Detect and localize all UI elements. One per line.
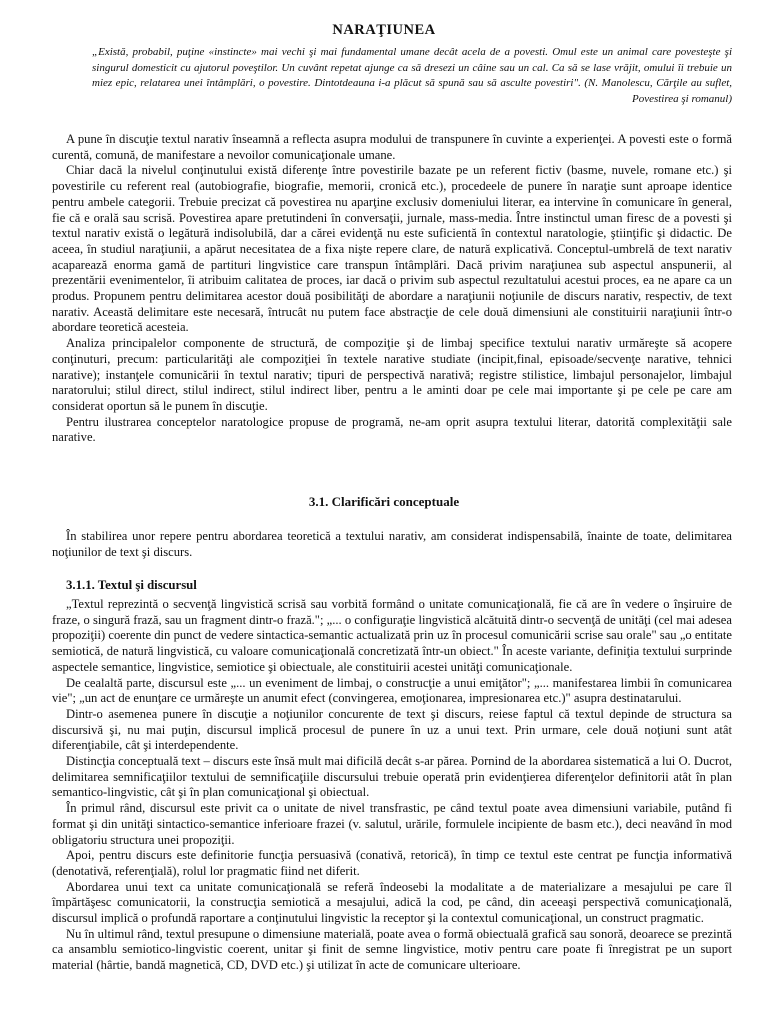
paragraph: Distincţia conceptuală text – discurs este însă mult mai dificilă decât s-ar părea. Pornind de la abordarea sistematică a lui O. Ducrot, delimitarea semnificaţiilor textului de semnificaţiile discursului trebuie operată prin evidenţierea diferenţelor definitorii atât în plan semantico-lingvistic, cât şi în plan comunicaţional şi obiectual.: [52, 754, 732, 800]
subsection-heading: 3.1.1. Textul şi discursul: [66, 578, 197, 592]
paragraph: De cealaltă parte, discursul este „... un eveniment de limbaj, o construcţie a unui emiţător"; „... manifestarea limbii în comunicarea vie"; „un act de enunţare ce urmăreşte un anumit efect (convingerea, emoţionarea, impresionarea etc.)" asupra destinatarului.: [52, 675, 732, 706]
paragraph: Dintr-o asemenea punere în discuţie a noţiunilor concurente de text şi discurs, reiese faptul că textul depinde de structura sa discursivă şi, nu mai puţin, discursul implică procesul de punere în uz a unui text. Prin urmare, cele două noţiuni sunt atât diferenţiabile, cât şi interdependente.: [52, 706, 732, 753]
paragraph: Apoi, pentru discurs este definitorie funcţia persuasivă (conativă, retorică), în timp ce textul este centrat pe funcţia informativă (denotativă, referenţială), rolul lor pragmatic fiind net diferit.: [52, 848, 732, 878]
paragraph: Abordarea unui text ca unitate comunicaţională se referă îndeosebi la modalitate a de materializare a mesajului pe care îl împărtăşesc comunicatorii, la construcţia semiotică a mesajului, adică la cod, pe când, din aceeaşi perspectivă comunicaţională, discursul implică o profundă raportare a conţinutului lingvistic la receptor şi la contextul comunicaţional, un construct pragmatic.: [52, 879, 732, 926]
paragraph: În stabilirea unor repere pentru abordarea teoretică a textului narativ, am considerat indispensabilă, înainte de toate, delimitarea noţiunilor de text şi discurs.: [52, 529, 732, 559]
motto-quote: [92, 45, 732, 107]
paragraph: A pune în discuţie textul narativ înseamnă a reflecta asupra modului de transpunere în cuvinte a experienţei. A povesti este o formă curentă, comună, de manifestare a nevoilor comunicaţionale umane.: [52, 132, 732, 162]
paragraph: Pentru ilustrarea conceptelor naratologice propuse de programă, ne-am oprit asupra textului literar, datorită complexităţii sale narative.: [52, 414, 732, 445]
subsection-body: [52, 597, 732, 974]
page-title: NARAŢIUNEA: [332, 22, 436, 38]
paragraph: Chiar dacă la nivelul conţinutului există diferenţe între povestirile bazate pe un referent fictiv (basme, nuvele, romane etc.) şi povestirile cu referent real (autobiografie, biografie, memorii, cronică etc.), procedeele de punere în naraţie sunt aproape identice pentru ambele categorii. Trebuie precizat că povestirea nu aparţine exclusiv domeniului literar, ea intervine în comunicare în general, fie că e orală sau scrisă. Povestirea apare pretutindeni în conversaţii, jurnale, mass-media. Între instinctul uman firesc de a povesti şi textul narativ există o legătură indisolubilă, dar a cărei evidenţă nu este suficientă în contextul naratologie, ştiinţific şi didactic. De aceea, în studiul naraţiunii, a apărut necesitatea de a fixa nişte repere clare, de natură explicativă. Conceptul-umbrelă de text narativ acaparează enorma gamă de partituri lingvistice care transpun întâmplări. Dacă privim naraţiunea sub aspectul anspunerii, al prezentării evenimentelor, îi atribuim calitatea de proces, iar dacă o privim sub aspectul rezultatului acestui proces, ea ne apare ca un produs. Propunem pentru delimitarea acestor două posibilităţi de abordare a naraţiunii noţiunile de discurs narativ, respectiv, de text narativ. Această delimitare este necesară, întrucât nu putem face abstracţie de cele două dimensiuni ale constituirii naraţiunii într-o abordare teoretică acesteia.: [52, 163, 732, 335]
paragraph: Nu în ultimul rând, textul presupune o dimensiune materială, poate avea o formă obiectuală grafică sau sonoră, deoarece se prezintă ca ansamblu semiotico-lingvistic coerent, unitar şi finit de semne lingvistice, motiv pentru care poate fi înregistrat pe un suport material (hârtie, bandă magnetică, CD, DVD etc.) şi utilizat în acte de comunicare ulterioare.: [52, 926, 732, 973]
paragraph: Analiza principalelor componente de structură, de compoziţie şi de limbaj specifice textului narativ urmăreşte să acopere conţinuturi, precum: particularităţi ale compoziţiei în textele narative studiate (incipit,final, episoade/secvenţe narative, tehnici narative); instanţele comunicării în textul narativ; tipuri de perspectivă narativă; registre stilistice, limbajul personajelor, limbajul naratorului; stilul direct, stilul indirect, stilul indirect liber, pentru a le aminti doar pe cele mai importante şi pe cele pe care am considerat oportun să le punem în discuţie.: [52, 336, 732, 413]
intro-section: [52, 132, 732, 446]
motto-citation: ". (N. Manolescu, Cărţile au suflet, Povestirea şi romanul): [573, 77, 733, 105]
section-intro: [52, 529, 732, 560]
motto-text: „Există, probabil, puţine «instincte» mai vechi şi mai fundamental umane decât acela de a povesti. Omul este un animal care povesteşte şi singurul domesticit cu ajutorul poveştilor. Un cuvânt repetat ajunge ca să dresezi un câine sau un cal. Ca să se lase vrăjit, omului îi trebuie un miez epic, relatarea unei întâmplări, o povestire. Dintotdeauna i-a plăcut să spună sau să asculte povestiri: [92, 46, 732, 89]
paragraph: În primul rând, discursul este privit ca o unitate de nivel transfrastic, pe când textul poate avea dimensiuni variabile, putând fi format şi din unităţi sintactico-semantice inferioare frazei (v. salutul, urările, formulele incipiente de basm etc.), deci neavând în mod obligatoriu structura unei propoziţii.: [52, 801, 732, 847]
paragraph: „Textul reprezintă o secvenţă lingvistică scrisă sau vorbită formând o unitate comunicaţională, fie că are în vedere o înşiruire de fraze, o singură frază, sau un fragment dintr-o frază."; „... o configuraţie lingvistică alcătuită dintr-o secvenţă de unităţi (cel mai adesea propoziţii) coerente din punct de vedere sintactica-semantic actualizată prin uz în procesul comunicării scrise sau orale" sau „o entitate semiotică, de natură lingvistică, cu valoare comunicaţională concretizată într-un obiect." În aceste variante, definiţia textului surprinde aspectele semantice, lingvistice, semiotice şi obiectuale, ale constituirii acestei unităţi comunicaţionale.: [52, 597, 732, 674]
section-heading: 3.1. Clarificări conceptuale: [308, 494, 460, 509]
